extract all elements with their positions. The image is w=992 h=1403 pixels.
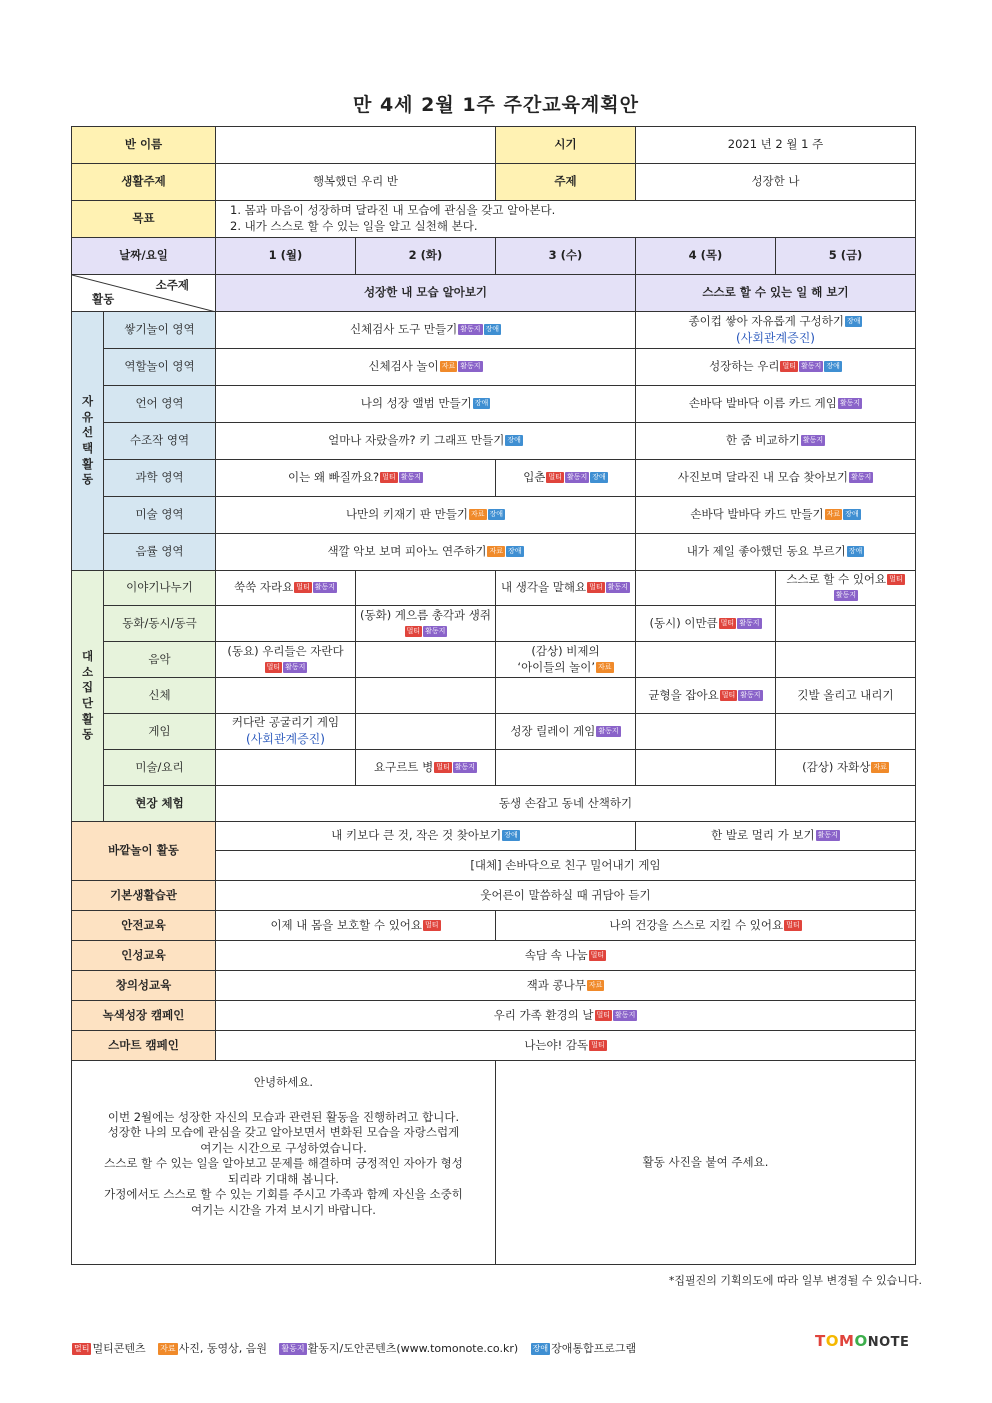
- multi-tag: 멀티: [721, 690, 736, 699]
- area-label: 과학 영역: [104, 460, 216, 497]
- sheet-tag: 활동지: [817, 831, 838, 840]
- data-tag: 자료: [588, 980, 603, 989]
- area-label: 음률 영역: [104, 534, 216, 571]
- class-label: 반 이름: [72, 127, 216, 164]
- data-tag: 자료: [441, 362, 456, 371]
- goals: [216, 201, 916, 238]
- story-d4: (동시) 이만큼 멀티 활동지: [636, 606, 776, 642]
- letter-greeting: 안녕하세요.: [253, 1075, 314, 1089]
- footnote: *집필진의 기획의도에 따라 일부 변경될 수 있습니다.: [668, 1274, 922, 1287]
- disab-tag: 장애: [848, 547, 863, 556]
- game-d3: 성장 릴레이 게임 활동지: [496, 714, 636, 750]
- activity-text: 신체검사 놀이: [368, 359, 439, 374]
- activity-cell: [216, 312, 636, 349]
- multi-tag: 멀티: [590, 950, 605, 959]
- outdoor-alt: [대체] 손바닥으로 친구 밀어내기 게임: [216, 851, 916, 881]
- day-5: 5 (금): [776, 238, 916, 275]
- music-d1: (동요) 우리들은 자란다멀티 활동지: [216, 642, 356, 678]
- activity-text: 성장하는 우리: [709, 359, 780, 374]
- art-d2: 요구르트 병 멀티 활동지: [356, 750, 496, 786]
- weekly-plan-table: [71, 126, 916, 1265]
- outdoor-b: 한 발로 멀리 가 보기 활동지: [636, 822, 916, 851]
- sheet-tag: 활동지: [850, 473, 872, 482]
- social-note: (사회관계증진): [736, 330, 815, 345]
- multi-tag: 멀티: [596, 1010, 611, 1019]
- sheet-tag: 활동지: [740, 690, 761, 699]
- period-value: 2021 년 2 월 1 주: [636, 127, 916, 164]
- activity-cell: [216, 386, 636, 423]
- empty-cell: [356, 714, 496, 750]
- empty-cell: [496, 750, 636, 786]
- body-d5: 깃발 올리고 내리기: [776, 678, 916, 714]
- disab-tag: 장애: [489, 510, 504, 519]
- data-tag: 자료: [873, 762, 887, 771]
- letter-line: 이번 2월에는 성장한 자신의 모습과 관련된 활동을 진행하려고 합니다.: [107, 1109, 460, 1124]
- activity-text: 얼마나 자랐을까? 키 그래프 만들기: [328, 433, 505, 448]
- activity-cell: [636, 497, 916, 534]
- creativity-label: 창의성교육: [72, 971, 216, 1001]
- safety-a: 이제 내 몸을 보호할 수 있어요 멀티: [216, 911, 496, 941]
- activity-text: 입춘: [523, 470, 546, 485]
- talk-d1: 쑥쑥 자라요 멀티 활동지: [216, 571, 356, 606]
- activity-cell: [496, 460, 636, 497]
- multi-tag: 멀티: [889, 575, 903, 584]
- disab-tag: 장애: [508, 547, 522, 556]
- letter-line: 여기는 시간을 가져 보시기 바랍니다.: [191, 1202, 376, 1217]
- activity-cell: [216, 534, 636, 571]
- group-label: [72, 571, 104, 822]
- game-label: 게임: [104, 714, 216, 750]
- disab-tag: 장애: [592, 473, 606, 482]
- disab-tag: 장애: [485, 325, 500, 334]
- empty-cell: [636, 642, 776, 678]
- empty-cell: [496, 606, 636, 642]
- empty-cell: [636, 571, 776, 606]
- safety-b: 나의 건강을 스스로 지킬 수 있어요 멀티: [496, 911, 916, 941]
- empty-cell: [636, 714, 776, 750]
- creativity-value: 잭과 콩나무 자료: [216, 971, 916, 1001]
- smart-value: 나는야! 감독 멀티: [216, 1031, 916, 1061]
- date-label: 날짜/요일: [72, 238, 216, 275]
- sheet-tag: 활동지: [607, 583, 628, 592]
- activity-text: 나만의 키재기 판 만들기: [345, 507, 468, 522]
- empty-cell: [216, 678, 356, 714]
- character-value: 속담 속 나눔 멀티: [216, 941, 916, 971]
- disab-tag: 장애: [846, 316, 861, 325]
- multi-tag: 멀티: [786, 920, 800, 929]
- sheet-tag: 활동지: [285, 662, 306, 671]
- sheet-tag: 활동지: [400, 473, 421, 482]
- activity-text: 내가 제일 좋아했던 동요 부르기: [686, 544, 846, 559]
- life-theme-label: 생활주제: [72, 164, 216, 201]
- area-label: 역할놀이 영역: [104, 349, 216, 386]
- activity-text: 손바닥 발바닥 이름 카드 게임: [688, 396, 837, 411]
- day-2: 2 (화): [356, 238, 496, 275]
- empty-cell: [216, 606, 356, 642]
- area-label: 언어 영역: [104, 386, 216, 423]
- area-label: 수조작 영역: [104, 423, 216, 460]
- activity-label: 활동: [92, 292, 115, 307]
- sheet-tag: 활동지: [566, 473, 588, 482]
- activity-cell: [216, 349, 636, 386]
- activity-text: 신체검사 도구 만들기: [349, 322, 458, 337]
- page-title: 만 4세 2월 1주 주간교육계획안: [352, 94, 639, 116]
- multi-tag: 멀티: [548, 473, 562, 482]
- disab-tag: 장애: [474, 399, 489, 408]
- group-text: 대 소 집 단 활 동: [81, 649, 94, 742]
- activity-text: 이는 왜 빠질까요?: [287, 470, 380, 485]
- letter-line: 여기는 시간으로 구성하였습니다.: [200, 1140, 367, 1155]
- free-play-text: 자 유 선 택 활 동: [81, 394, 94, 487]
- multi-tag: 멀티: [425, 920, 439, 929]
- class-value: [216, 127, 496, 164]
- letter-line: 스스로 할 수 있는 일을 알아보고 문제를 해결하며 긍정적인 자아가 형성: [104, 1156, 463, 1171]
- letter-line: 성장한 나의 모습에 관심을 갖고 알아보면서 변화된 모습을 자랑스럽게: [107, 1125, 460, 1140]
- disab-tag: 장애: [504, 831, 518, 840]
- sheet-tag: 활동지: [801, 362, 822, 371]
- field-value: 동생 손잡고 동네 산책하기: [216, 786, 916, 822]
- body-label: 신체: [104, 678, 216, 714]
- subtopic-label: 소주제: [155, 278, 189, 292]
- activity-text: 손바닥 발바닥 카드 만들기: [690, 507, 824, 522]
- activity-cell: [636, 534, 916, 571]
- multi-tag: 멀티: [296, 583, 310, 592]
- letter-line: 되리라 기대해 봅니다.: [228, 1171, 339, 1186]
- subtopic-activity-header: [72, 275, 216, 312]
- empty-cell: [356, 571, 496, 606]
- habits-label: 기본생활습관: [72, 881, 216, 911]
- activity-cell: [216, 460, 496, 497]
- day-1: 1 (월): [216, 238, 356, 275]
- activity-text: 한 줌 비교하기: [725, 433, 800, 448]
- empty-cell: [356, 642, 496, 678]
- sheet-tag: 활동지: [598, 726, 619, 735]
- sheet-tag: 활동지: [460, 325, 481, 334]
- sheet-tag: 활동지: [454, 762, 476, 771]
- sheet-tag: 활동지: [281, 1344, 305, 1353]
- sheet-tag: 활동지: [835, 591, 857, 599]
- multi-tag: 멀티: [436, 762, 450, 771]
- parent-letter: [72, 1061, 496, 1265]
- sheet-tag: 활동지: [460, 362, 481, 371]
- multi-tag: 멀티: [382, 473, 396, 482]
- sheet-tag: 활동지: [839, 399, 861, 408]
- multi-tag: 멀티: [266, 662, 281, 671]
- activity-text: 종이컵 쌓아 자유롭게 구성하기: [688, 313, 844, 328]
- data-tag: 자료: [489, 547, 504, 556]
- multi-tag: 멀티: [720, 618, 735, 627]
- area-label: 미술 영역: [104, 497, 216, 534]
- art-label: 미술/요리: [104, 750, 216, 786]
- music-d3: (감상) 비제의 ‘아이들의 놀이’ 자료: [496, 642, 636, 678]
- data-tag: 자료: [826, 510, 841, 519]
- day-4: 4 (목): [636, 238, 776, 275]
- activity-text: 사진보며 달라진 내 모습 찾아보기: [677, 470, 848, 485]
- goal-1: 1. 몸과 마음이 성장하며 달라진 내 모습에 관심을 갖고 알아본다.: [230, 203, 556, 218]
- activity-cell: [216, 497, 636, 534]
- green-value: 우리 가족 환경의 날 멀티 활동지: [216, 1001, 916, 1031]
- period-label: 시기: [496, 127, 636, 164]
- activity-cell: [636, 386, 916, 423]
- disab-tag: 장애: [826, 362, 840, 371]
- area-label: 쌓기놀이 영역: [104, 312, 216, 349]
- goal-2: 2. 내가 스스로 할 수 있는 일을 알고 실천해 본다.: [230, 219, 478, 233]
- activity-cell: [216, 423, 636, 460]
- empty-cell: [776, 606, 916, 642]
- life-theme-value: 행복했던 우리 반: [216, 164, 496, 201]
- game-d1: 커다란 공굴리기 게임 (사회관계증진): [216, 714, 356, 750]
- safety-label: 안전교육: [72, 911, 216, 941]
- story-label: 동화/동시/동극: [104, 606, 216, 642]
- legend-data: 자료 사진, 동영상, 음원: [160, 1342, 267, 1355]
- multi-tag: 멀티: [591, 1040, 605, 1049]
- green-label: 녹색성장 캠페인: [72, 1001, 216, 1031]
- empty-cell: [356, 678, 496, 714]
- activity-text: 색깔 악보 보며 피아노 연주하기: [327, 544, 487, 559]
- activity-cell: [636, 349, 916, 386]
- smart-label: 스마트 캠페인: [72, 1031, 216, 1061]
- legend: [71, 1340, 644, 1356]
- sheet-tag: 활동지: [425, 626, 446, 635]
- talk-d5: 스스로 할 수 있어요 멀티활동지: [776, 571, 916, 606]
- sheet-tag: 활동지: [802, 436, 824, 445]
- activity-cell: [636, 460, 916, 497]
- habits-value: 웃어른이 말씀하실 때 귀담아 듣기: [216, 881, 916, 911]
- empty-cell: [216, 750, 356, 786]
- photo-placeholder: 활동 사진을 붙여 주세요.: [496, 1061, 916, 1265]
- field-label: 현장 체험: [104, 786, 216, 822]
- empty-cell: [776, 714, 916, 750]
- subtopic-first: 성장한 내 모습 알아보기: [216, 275, 636, 312]
- empty-cell: [776, 642, 916, 678]
- sheet-tag: 활동지: [314, 583, 336, 592]
- free-play-label: [72, 312, 104, 571]
- legend-disab: 장애 장애통합프로그램: [532, 1342, 637, 1355]
- multi-tag: 멀티: [782, 362, 797, 371]
- data-tag: 자료: [160, 1344, 176, 1353]
- character-label: 인성교육: [72, 941, 216, 971]
- theme-value: 성장한 나: [636, 164, 916, 201]
- sheet-tag: 활동지: [615, 1010, 636, 1019]
- body-d4: 균형을 잡아요 멀티 활동지: [636, 678, 776, 714]
- activity-text: 나의 성장 앨범 만들기: [360, 396, 472, 411]
- multi-tag: 멀티: [74, 1344, 90, 1353]
- multi-tag: 멀티: [406, 626, 421, 635]
- subtopic-second: 스스로 할 수 있는 일 해 보기: [636, 275, 916, 312]
- theme-label: 주제: [496, 164, 636, 201]
- legend-sheet: 활동지 활동지/도안콘텐츠(www.tomonote.co.kr): [281, 1342, 519, 1355]
- outdoor-a: 내 키보다 큰 것, 작은 것 찾아보기 장애: [216, 822, 636, 851]
- activity-cell: [636, 423, 916, 460]
- empty-cell: [636, 750, 776, 786]
- disab-tag: 장애: [507, 436, 521, 445]
- letter-line: 가정에서도 스스로 할 수 있는 기회를 주시고 가족과 함께 자신을 소중히: [104, 1187, 463, 1202]
- art-d5: (감상) 자화상 자료: [776, 750, 916, 786]
- story-d2: (동화) 게으름 총각과 생쥐멀티 활동지: [356, 606, 496, 642]
- goal-label: 목표: [72, 201, 216, 238]
- data-tag: 자료: [598, 662, 612, 671]
- legend-multi: 멀티 멀티콘텐츠: [74, 1342, 146, 1355]
- disab-tag: 장애: [532, 1344, 549, 1353]
- multi-tag: 멀티: [589, 583, 603, 592]
- activity-cell: [636, 312, 916, 349]
- day-3: 3 (수): [496, 238, 636, 275]
- empty-cell: [496, 678, 636, 714]
- talk-d3: 내 생각을 말해요 멀티 활동지: [496, 571, 636, 606]
- music-label: 음악: [104, 642, 216, 678]
- outdoor-label: 바깥놀이 활동: [72, 822, 216, 881]
- data-tag: 자료: [471, 510, 485, 519]
- tomonote-logo: TOMONOTE: [815, 1332, 910, 1350]
- sheet-tag: 활동지: [739, 618, 760, 627]
- talk-label: 이야기나누기: [104, 571, 216, 606]
- disab-tag: 장애: [845, 510, 859, 519]
